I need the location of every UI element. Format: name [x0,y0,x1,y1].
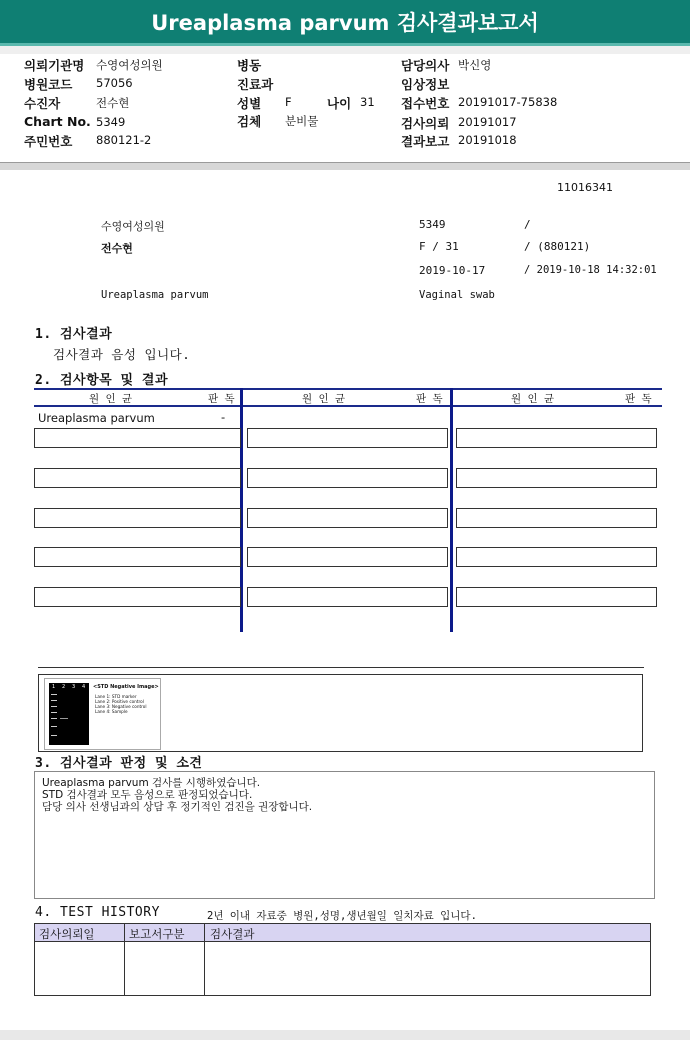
gel-caption-title: <STD Negative Image> [93,684,159,690]
gel-band [51,726,57,727]
result-row [247,587,448,607]
result-row [456,468,657,488]
section2-title: 2. 검사항목 및 결과 [35,373,169,388]
col-judgement-2: 판 독 [416,393,443,405]
section3-title: 3. 검사결과 판정 및 소견 [35,756,203,771]
history-col-request-date: 검사의뢰일 [39,927,95,941]
report-sex-age: F / 31 [419,240,459,253]
history-col-report-type: 보고서구분 [129,927,185,941]
gel-band [51,712,57,713]
report-report-date: / 2019-10-18 14:32:01 [524,264,657,276]
gel-caption-line: Lane 3: Negative control [95,704,147,709]
lane-label: 4 [82,684,86,690]
value-request-date: 20191017 [458,115,517,129]
value-resident-no: 880121-2 [96,133,152,147]
history-note: 2년 이내 자료중 병원,성명,생년월일 일치자료 입니다. [207,910,477,922]
label-hospital-code: 병원코드 [24,77,73,92]
gel-band [60,718,68,719]
result-judgement: - [221,410,226,424]
label-resident-no: 주민번호 [24,134,73,149]
lane-label: 3 [72,684,76,690]
section1-result: 검사결과 음성 입니다. [53,347,191,362]
page-bottom-strip [0,1030,690,1040]
result-row [247,547,448,567]
label-patient: 수진자 [24,96,61,111]
value-chart-no: 5349 [96,115,126,129]
result-row [34,468,241,488]
gel-caption-line: Lane 2: Positive control [95,699,144,704]
comment-line: STD 검사결과 모두 음성으로 판정되었습니다. [42,789,253,801]
gel-image [44,678,161,750]
result-row [456,428,657,448]
value-institution: 수영여성의원 [96,58,163,72]
gel-band [51,694,57,695]
section4-title: 4. TEST HISTORY [35,905,160,920]
document-number: 11016341 [557,181,613,194]
comment-line: 담당 의사 선생님과의 상담 후 정기적인 검진을 권장합니다. [42,801,313,813]
result-row [34,428,241,448]
divider [0,162,690,170]
result-organism-name: Ureaplasma parvum [38,411,155,425]
comment-box [34,771,655,899]
report-title: Ureaplasma parvum 검사결과보고서 [151,10,539,35]
label-receipt-no: 접수번호 [401,96,450,111]
value-doctor: 박신영 [458,58,492,72]
value-receipt-no: 20191017-75838 [458,95,558,109]
label-request-date: 검사의뢰 [401,116,450,131]
label-doctor: 담당의사 [401,58,450,73]
result-row [456,547,657,567]
col-organism-2: 원 인 균 [302,393,346,405]
value-patient: 전수현 [96,96,130,110]
result-row [34,547,241,567]
value-age: 31 [360,95,375,109]
value-report-date: 20191018 [458,133,517,147]
report-header [0,0,690,46]
label-specimen: 검체 [237,114,262,129]
report-chart-no: 5349 [419,218,446,231]
image-top-rule [38,667,644,668]
gel-band [51,718,57,719]
label-sex: 성별 [237,96,262,111]
result-row [34,508,241,528]
history-col-divider [124,924,125,995]
col-organism-1: 원 인 균 [89,393,133,405]
result-row [456,587,657,607]
history-col-result: 검사결과 [210,927,255,941]
history-col-divider [204,924,205,995]
patient-info-block [0,54,690,162]
label-ward: 병동 [237,58,262,73]
value-sex: F [285,95,292,109]
label-clinical-info: 임상정보 [401,77,450,92]
gel-caption-line: Lane 1: STD marker [95,694,137,699]
result-row [456,508,657,528]
history-table [34,923,651,996]
result-row [247,428,448,448]
col-judgement-3: 판 독 [625,393,652,405]
report-patient-name: 전수현 [101,242,133,255]
gel-band [51,735,57,736]
label-chart-no: Chart No. [24,114,91,129]
result-row [247,468,448,488]
gel-electrophoresis-image [49,683,89,745]
label-institution: 의뢰기관명 [24,58,85,73]
gel-band [51,700,57,701]
col-judgement-1: 판 독 [208,393,235,405]
value-specimen: 분비물 [285,114,319,128]
value-hospital-code: 57056 [96,76,133,90]
section1-title: 1. 검사결과 [35,327,113,342]
result-row [34,587,241,607]
label-age: 나이 [327,96,352,111]
report-institution: 수영여성의원 [101,220,165,233]
report-slash: / [524,218,531,231]
col-organism-3: 원 인 균 [511,393,555,405]
label-report-date: 결과보고 [401,134,450,149]
report-birth: / (880121) [524,240,591,253]
table-top-rule [34,388,662,390]
gel-caption-line: Lane 4: Sample [95,709,128,714]
report-specimen: Vaginal swab [419,289,495,301]
label-department: 진료과 [237,77,274,92]
lane-label: 1 [52,684,56,690]
lane-label: 2 [62,684,66,690]
result-row [247,508,448,528]
column-divider-2 [450,388,453,632]
comment-line: Ureaplasma parvum 검사를 시행하였습니다. [42,777,261,789]
report-page [0,170,690,1030]
report-test-name: Ureaplasma parvum [101,289,209,301]
report-request-date: 2019-10-17 [419,264,486,277]
history-header-row [35,924,650,942]
gel-band [51,706,57,707]
